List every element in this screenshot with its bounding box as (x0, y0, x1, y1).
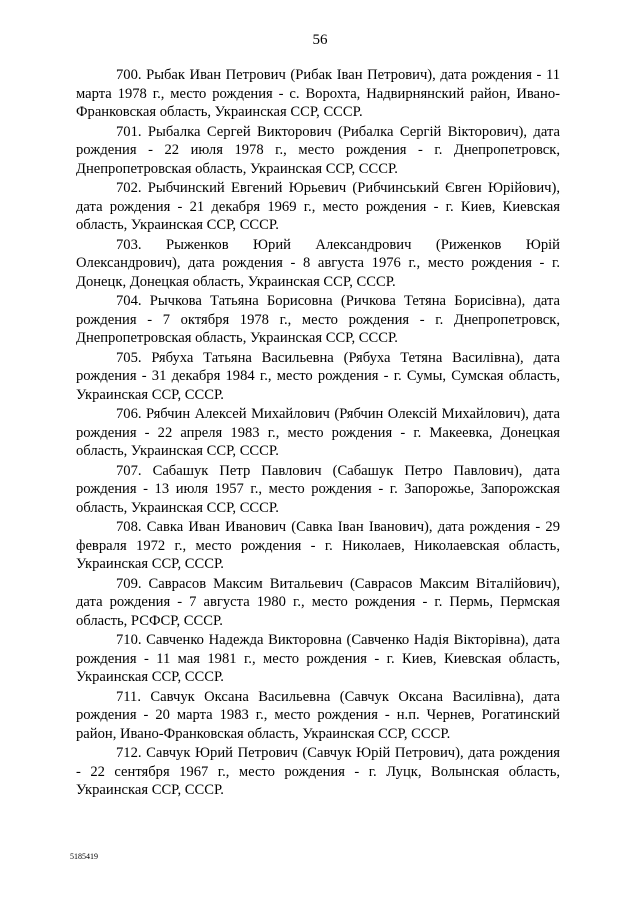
list-item: 706. Рябчин Алексей Михайлович (Рябчин Олексій Михайлович), дата рождения - 22 апреля 1983 г., место рождения - г. Макеевка, Донецкая область, Украинская ССР, СССР. (76, 406, 560, 459)
list-item: 701. Рыбалка Сергей Викторович (Рибалка Сергій Вікторович), дата рождения - 22 июля 1978 г., место рождения - г. Днепропетровск, Днепропетровская область, Украинская ССР, СССР. (76, 123, 560, 177)
list-item: 711. Савчук Оксана Васильевна (Савчук Оксана Василівна), дата рождения - 20 марта 1983 г., место рождения - н.п. Чернев, Рогатинский район, Ивано-Франковская область, Украинская ССР, СССР. (76, 688, 560, 742)
list-item: 700. Рыбак Иван Петрович (Рибак Іван Петрович), дата рождения - 11 марта 1978 г., место рождения - с. Ворохта, Надвирнянский район, Ивано-Франковская область, Украинская ССР, СССР. (76, 67, 560, 120)
list-item: 704. Рычкова Татьяна Борисовна (Ричкова Тетяна Борисівна), дата рождения - 7 октября 1978 г., место рождения - г. Днепропетровск, Днепропетровская область, Украинская ССР, СССР. (76, 293, 560, 346)
entry-list (76, 66, 560, 801)
document-code: 5185419 (70, 852, 98, 861)
list-item: 710. Савченко Надежда Викторовна (Савченко Надія Вікторівна), дата рождения - 11 мая 1981 г., место рождения - г. Киев, Киевская область, Украинская ССР, СССР. (76, 632, 560, 685)
list-item: 708. Савка Иван Иванович (Савка Іван Іванович), дата рождения - 29 февраля 1972 г., место рождения - г. Николаев, Николаевская область, Украинская ССР, СССР. (76, 519, 560, 572)
list-item: 712. Савчук Юрий Петрович (Савчук Юрій Петрович), дата рождения - 22 сентября 1967 г., место рождения - г. Луцк, Волынская область, Украинская ССР, СССР. (76, 745, 560, 798)
list-item: 702. Рыбчинский Евгений Юрьевич (Рибчинський Євген Юрійович), дата рождения - 21 декабря 1969 г., место рождения - г. Киев, Киевская область, Украинская ССР, СССР. (76, 180, 560, 233)
page-number: 56 (312, 32, 328, 48)
list-item: 703. Рыженков Юрий Александрович (Риженков Юрій Олександрович), дата рождения - 8 августа 1976 г., место рождения - г. Донецк, Донецкая область, Украинская ССР, СССР. (76, 236, 560, 290)
list-item: 707. Сабашук Петр Павлович (Сабашук Петро Павлович), дата рождения - 13 июля 1957 г., место рождения - г. Запорожье, Запорожская область, Украинская ССР, СССР. (76, 462, 560, 516)
list-item: 709. Саврасов Максим Витальевич (Саврасов Максим Віталійович), дата рождения - 7 августа 1980 г., место рождения - г. Пермь, Пермская область, РСФСР, СССР. (76, 575, 560, 629)
list-item: 705. Рябуха Татьяна Васильевна (Рябуха Тетяна Василівна), дата рождения - 31 декабря 1984 г., место рождения - г. Сумы, Сумская область, Украинская ССР, СССР. (76, 349, 560, 403)
